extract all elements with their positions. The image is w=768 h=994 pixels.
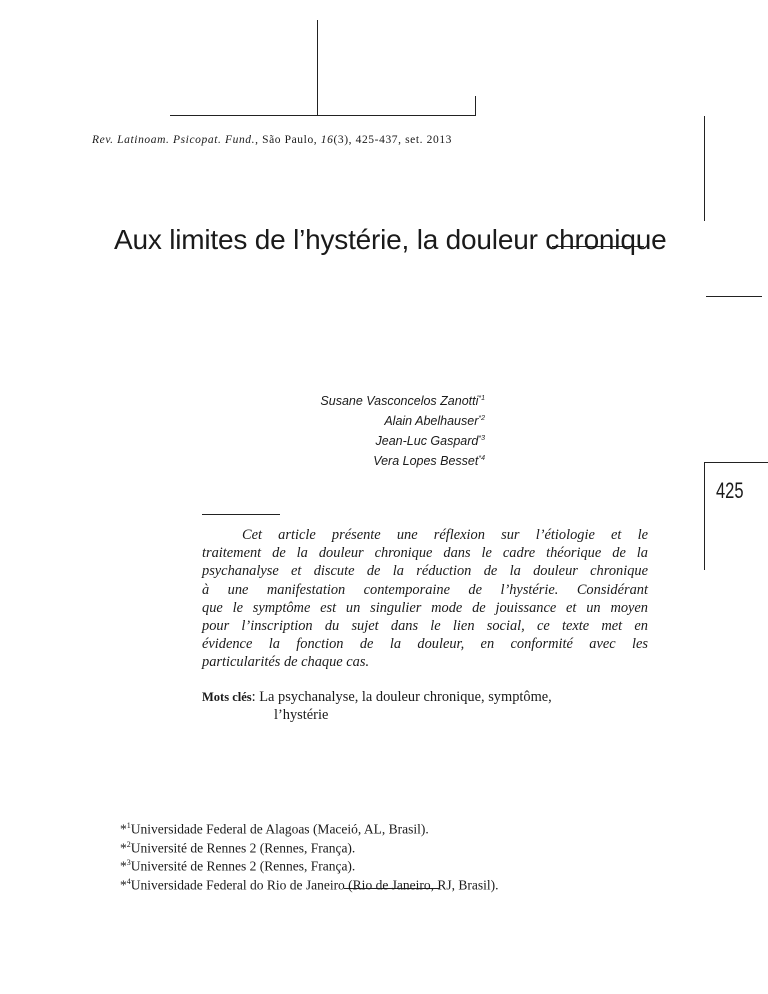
right-margin-rule-upper: [704, 116, 705, 221]
journal-citation: [92, 134, 452, 146]
abstract-line: à une manifestation contemporaine de l’hystérie. Considérant: [202, 581, 648, 598]
abstract-line: traitement de la douleur chronique dans le cadre théorique de la: [202, 545, 648, 562]
abstract-line: que le symptôme est un singulier mode de jouissance et un moyen: [202, 599, 648, 616]
footnote-mark: *: [120, 840, 127, 855]
footnote-text: Universidade Federal do Rio de Janeiro (Rio de Janeiro, RJ, Brasil).: [130, 877, 499, 892]
footnote-4: [120, 874, 499, 893]
footnote-number: 1: [126, 821, 131, 830]
footnote-3: [120, 855, 499, 874]
footnote-text: Université de Rennes 2 (Rennes, França).: [130, 840, 356, 855]
footnote-text: Universidade Federal de Alagoas (Maceió, AL, Brasil).: [130, 821, 429, 837]
keywords-label: Mots clés: [202, 690, 252, 704]
author-name: Jean-Luc Gaspard: [375, 434, 479, 449]
footnote-number: 3: [126, 858, 131, 867]
abstract-line: particularités de chaque cas.: [202, 654, 370, 671]
page-number-box-left: [704, 462, 705, 570]
keywords-line-1: : La psychanalyse, la douleur chronique, symptôme,: [251, 689, 552, 705]
abstract-line: pour l’inscription du sujet dans le lien social, ce texte met en: [202, 618, 648, 635]
footnote-1: [120, 818, 499, 837]
keywords-line-2: l’hystérie: [274, 707, 329, 723]
abstract: [202, 526, 648, 672]
journal-city: , São Paulo,: [255, 134, 321, 146]
footnotes: [120, 818, 499, 892]
author-name: Alain Abelhauser: [384, 414, 479, 429]
header-rule-vertical-left: [317, 20, 318, 116]
author-4: [320, 450, 485, 470]
footnote-2: [120, 837, 499, 856]
page-number: 425: [716, 478, 744, 503]
footnote-mark: *: [120, 877, 127, 892]
author-mark: *4: [478, 455, 485, 463]
abstract-accent-rule: [202, 514, 280, 515]
author-mark: *3: [478, 435, 485, 443]
abstract-line: évidence la fonction de la douleur, en conformité avec les: [202, 636, 648, 653]
author-mark: *1: [478, 395, 485, 402]
article-title: Aux limites de l’hystérie, la douleur chronique: [114, 224, 667, 255]
journal-name: Rev. Latinoam. Psicopat. Fund.: [92, 134, 256, 146]
author-1: [320, 390, 485, 410]
header-rule-vertical-right: [475, 96, 476, 116]
header-rule-horizontal: [170, 115, 476, 116]
right-margin-rule-middle: [706, 296, 762, 297]
author-mark: *2: [478, 415, 485, 423]
keywords: [202, 688, 648, 724]
abstract-line: psychanalyse et discute de la réduction de la douleur chronique: [202, 563, 648, 580]
journal-issue-pages: (3), 425-437, set. 2013: [333, 134, 453, 146]
footnote-text: Université de Rennes 2 (Rennes, França).: [130, 858, 356, 874]
page-number-box-top: [704, 462, 768, 463]
author-name: Susane Vasconcelos Zanotti: [320, 394, 479, 409]
footnote-number: 4: [126, 876, 131, 886]
journal-volume: 16: [320, 134, 334, 146]
abstract-line: Cet article présente une réflexion sur l’étiologie et le: [242, 527, 648, 543]
footnote-number: 2: [126, 839, 131, 849]
footnote-mark: *: [120, 858, 127, 874]
author-3: [320, 430, 485, 450]
author-list: [320, 390, 485, 471]
author-name: Vera Lopes Besset: [373, 454, 479, 469]
author-2: [320, 410, 485, 430]
footnote-mark: *: [120, 821, 127, 837]
